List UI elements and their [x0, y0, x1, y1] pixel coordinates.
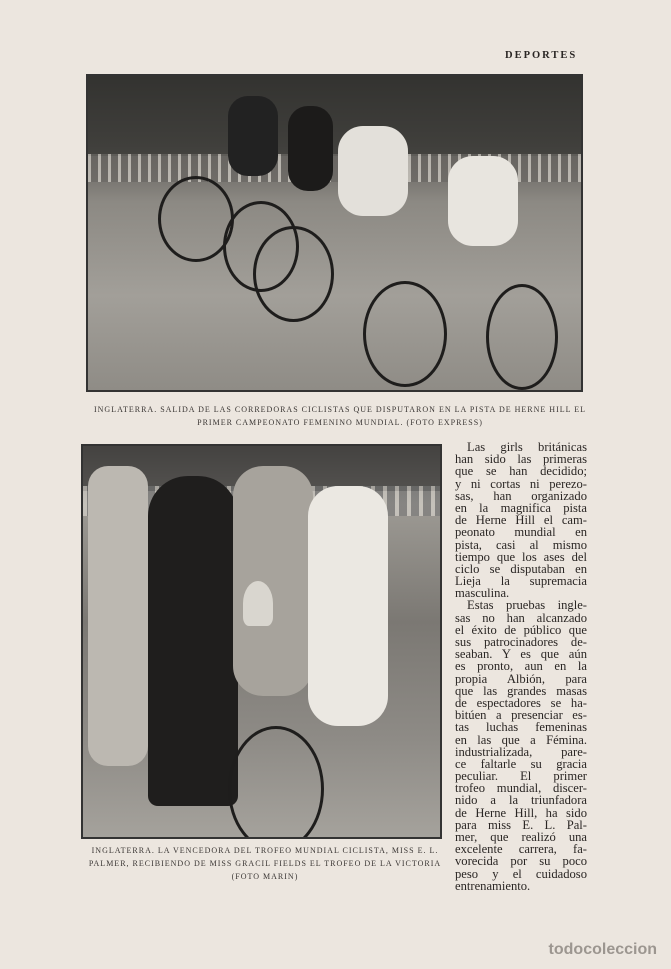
- caption-line: PALMER, RECIBIENDO DE MISS GRACIL FIELDS EL TROFEO DE LA VICTORIA: [88, 859, 442, 868]
- woman-dark-cloak: [148, 476, 238, 806]
- article-line: seaban. Y es que aún: [455, 647, 587, 662]
- article-line: sus patrocinadores de-: [455, 635, 587, 649]
- article-line: Las girls británicas: [467, 440, 587, 454]
- man-left: [88, 466, 148, 766]
- article-line: sas no han alcanzado: [455, 610, 587, 625]
- article-line: tiempo que los ases del: [455, 549, 587, 564]
- article-line: ciclo se disputaban en: [455, 561, 587, 576]
- article-line: de Herne Hill, ha sido: [455, 805, 587, 820]
- article-line: en la magnifica pista: [455, 500, 587, 515]
- article-text: [455, 441, 587, 892]
- bicycle-wheel: [253, 226, 334, 322]
- article-line: bitúen a presenciar es-: [455, 708, 587, 723]
- article-line: y ni cortas ni perezo-: [455, 476, 587, 491]
- article-line: industrializada, pare-: [455, 744, 587, 759]
- article-line: de espectadores se ha-: [455, 695, 587, 710]
- article-line: para miss E. L. Pal-: [455, 817, 587, 832]
- article-line: es pronto, aun en la: [455, 659, 587, 674]
- crowd: [88, 76, 581, 156]
- photo-trophy-presentation: [81, 444, 442, 839]
- article-line: mer, que realizó una: [455, 830, 587, 844]
- photo-caption-top: INGLATERRA. SALIDA DE LAS CORREDORAS CICLISTAS QUE DISPUTARON EN LA PISTA DE HERNE HILL EL PRIMER CAMPEONATO FEMENINO MUNDIAL. (FOTO EXPRESS): [93, 405, 586, 427]
- article-line: Lieja la supremacia: [455, 574, 587, 589]
- cyclist: [448, 156, 518, 246]
- article-line: peonato mundial en: [455, 525, 587, 540]
- article-line: nido a la triunfadora: [455, 793, 587, 808]
- watermark: todocoleccion: [548, 941, 657, 958]
- caption-line: (FOTO MARIN): [231, 872, 299, 881]
- bicycle-wheel: [228, 726, 324, 839]
- cyclist: [338, 126, 408, 216]
- article-line: trofeo mundial, discer-: [455, 781, 587, 796]
- section-header: DEPORTES: [505, 50, 578, 61]
- article-line: peculiar. El primer: [455, 769, 587, 784]
- article-line: que se han decidido;: [455, 464, 587, 479]
- article-line: excelente carrera, fa-: [455, 842, 587, 857]
- photo-caption-bottom: [70, 844, 460, 883]
- cyclist: [228, 96, 278, 176]
- bicycle-wheel: [363, 281, 447, 387]
- article-line: propia Albión, para: [455, 671, 587, 686]
- trophy: [243, 581, 273, 626]
- article-line: entrenamiento.: [455, 878, 531, 893]
- article-line: de Herne Hill el cam-: [455, 513, 587, 528]
- article-line: vorecida por su poco: [455, 854, 587, 869]
- article-line: en las que a Fémina.: [455, 732, 587, 747]
- article-line: peso y el cuidadoso: [455, 866, 587, 881]
- photo-cyclists-start: [86, 74, 583, 392]
- article-line: que las grandes masas: [455, 683, 587, 698]
- article-line: tas luchas femeninas: [455, 720, 587, 735]
- bicycle-wheel: [486, 284, 558, 390]
- article-line: pista, casi al mismo: [455, 537, 587, 552]
- caption-line: INGLATERRA. LA VENCEDORA DEL TROFEO MUNDIAL CICLISTA, MISS E. L.: [91, 846, 439, 855]
- cyclist: [288, 106, 333, 191]
- article-line: han sido las primeras: [455, 452, 587, 467]
- article-line: sas, han organizado: [455, 488, 587, 503]
- cyclist-palmer: [308, 486, 388, 726]
- man-suit: [233, 466, 313, 696]
- article-line: el éxito de público que: [455, 622, 587, 637]
- article-line: masculina.: [455, 586, 510, 601]
- article-line: Estas pruebas ingle-: [467, 598, 587, 613]
- article-line: ce faltarle su gracia: [455, 756, 587, 771]
